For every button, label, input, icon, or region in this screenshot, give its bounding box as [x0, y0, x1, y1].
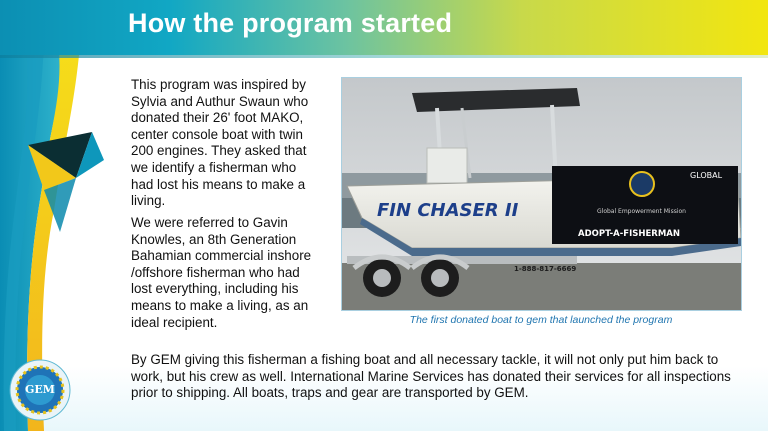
paragraph-inspiration: This program was inspired by Sylvia and Authur Swaun who donated their 26' foot MAKO, center console boat with twin 200 engines. They asked that we identify a fisherman who had lost his means to make a living. [131, 77, 309, 209]
banner-org: Global Empowerment Mission [597, 208, 686, 215]
paragraph-impact: By GEM giving this fisherman a fishing boat and all necessary tackle, it will not only put him back to work, but his crew as well. International Marine Services has donated their services for all inspections prior to shipping. All boats, traps and gear are transported by GEM. [131, 352, 731, 401]
page-title: How the program started [128, 8, 453, 38]
trailer-phone: 1-888-817-6669 [514, 265, 577, 273]
header-divider [0, 55, 768, 58]
paragraph-recipient: We were referred to Gavin Knowles, an 8th Generation Bahamian commercial inshore /offshore fisherman who had lost everything, including his means to make a living, as an ideal recipient. [131, 215, 312, 330]
boat-photo [341, 77, 742, 311]
photo-caption: The first donated boat to gem that launched the program [409, 314, 673, 326]
globe-icon [630, 172, 654, 196]
banner-title: GLOBAL [690, 171, 723, 180]
boat-name-text: FIN CHASER II [377, 200, 519, 221]
gem-logo-text: GEM [25, 383, 55, 396]
banner-text: ADOPT-A-FISHERMAN [578, 229, 680, 239]
boat-illustration [342, 78, 741, 310]
